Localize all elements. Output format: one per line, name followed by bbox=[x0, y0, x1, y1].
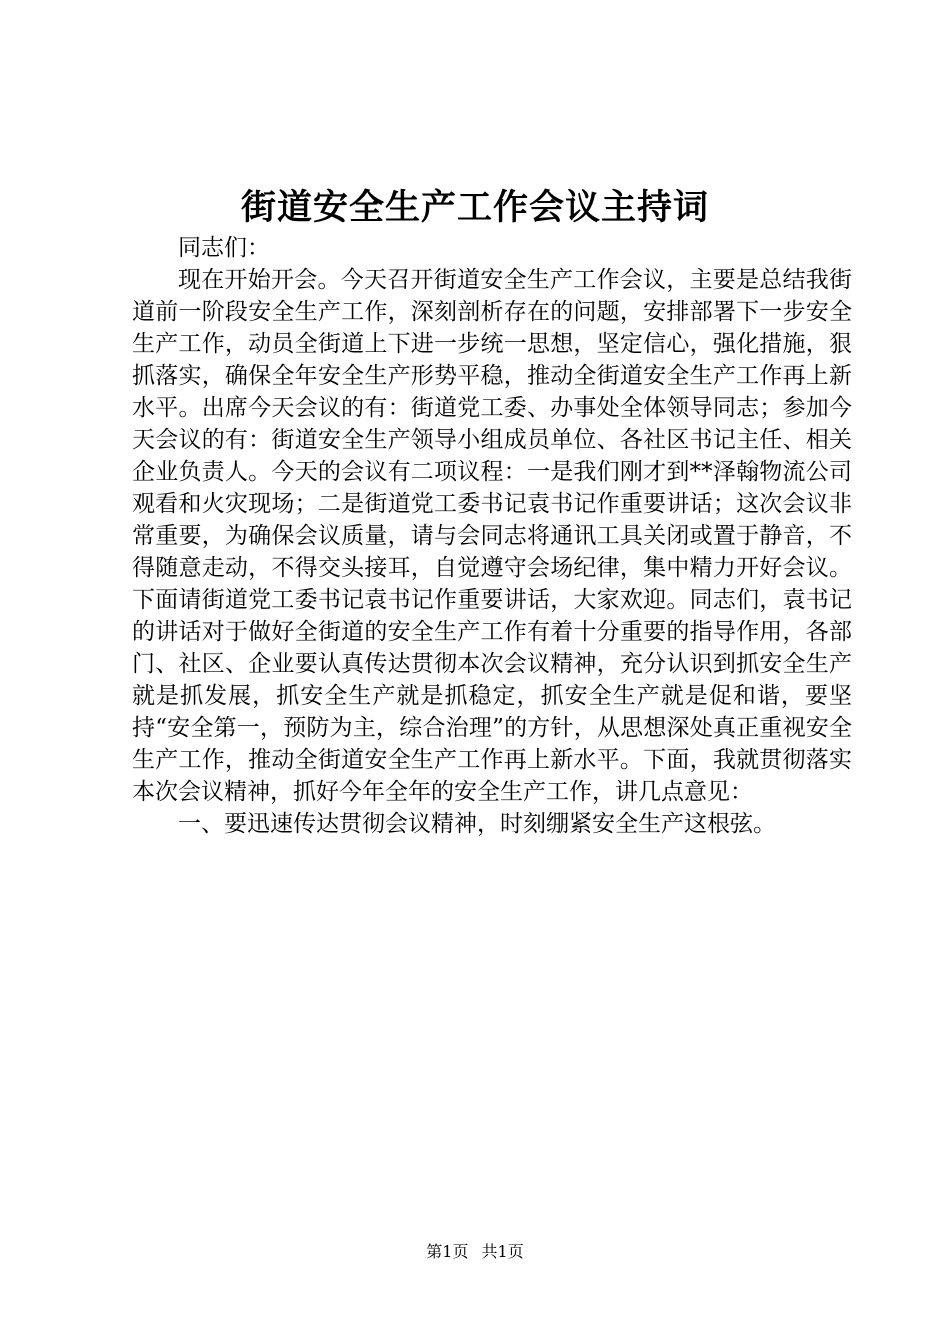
page-footer bbox=[0, 1240, 950, 1264]
page-number: 第1页 bbox=[426, 1242, 469, 1261]
paragraph-point-one: 一、要迅速传达贯彻会议精神，时刻绷紧安全生产这根弦。 bbox=[178, 811, 776, 837]
paragraph-greeting: 同志们： bbox=[178, 235, 270, 261]
paragraph-main: 现在开始开会。今天召开街道安全生产工作会议，主要是总结我街道前一阶段安全生产工作，深刻剖析存在的问题，安排部署下一步安全生产工作，动员全街道上下进一步统一思想，坚定信心，强化措施，狠抓落实，确保全年安全生产形势平稳，推动全街道安全生产工作再上新水平。出席今天会议的有：街道党工委、办事处全体领导同志；参加今天会议的有：街道安全生产领导小组成员单位、各社区书记主任、相关企业负责人。今天的会议有二项议程：一是我们刚才到**泽翰物流公司观看和火灾现场；二是街道党工委书记袁书记作重要讲话；这次会议非常重要，为确保会议质量，请与会同志将通讯工具关闭或置于静音，不得随意走动，不得交头接耳，自觉遵守会场纪律，集中精力开好会议。下面请街道党工委书记袁书记作重要讲话，大家欢迎。同志们，袁书记的讲话对于做好全街道的安全生产工作有着十分重要的指导作用，各部门、社区、企业要认真传达贯彻本次会议精神，充分认识到抓安全生产就是抓发展，抓安全生产就是抓稳定，抓安全生产就是促和谐，要坚持“安全第一，预防为主，综合治理”的方针，从思想深处真正重视安全生产工作，推动全街道安全生产工作再上新水平。下面，我就贯彻落实本次会议精神，抓好今年全年的安全生产工作，讲几点意见： bbox=[132, 267, 852, 805]
document-body bbox=[132, 232, 852, 840]
page-total: 共1页 bbox=[481, 1242, 524, 1261]
document-title: 街道安全生产工作会议主持词 bbox=[240, 187, 709, 228]
